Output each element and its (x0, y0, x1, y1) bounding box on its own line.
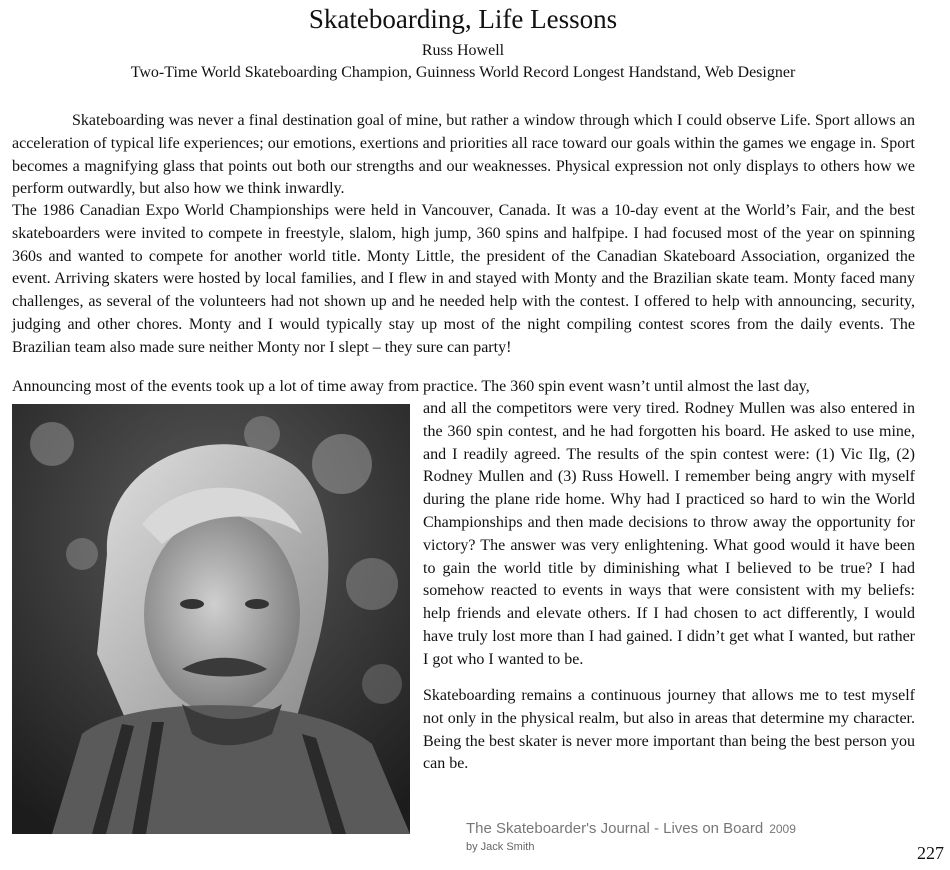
page-number: 227 (917, 843, 944, 863)
paragraph-contest-result: and all the competitors were very tired. Rodney Mullen was also entered in the 360 spin contest, and he had forgotten his board. He asked to use mine, and I readily agreed. The results of the spin contest were: (1) Vic Ilg, (2) Rodney Mullen and (3) Russ Howell. I remember being angry with myself during the plane ride home. Why had I practiced so hard to win the World Championships and then made decisions to throw away the opportunity for victory? The answer was very enlightening. What good would it have been to gain the world title by diminishing what I believed to be true? I had somehow reacted to events in ways that were consistent with my beliefs: help friends and elevate others. If I had chosen to act differently, I would have truly lost more than I had gained. I didn’t get what I wanted, but rather I got who I wanted to be. (423, 400, 915, 668)
article-title: Skateboarding, Life Lessons (308, 4, 618, 34)
author-credentials: Two-Time World Skateboarding Champion, Guinness World Record Longest Handstand, Web Designer (130, 64, 796, 81)
journal-title: The Skateboarder's Journal - Lives on Board (466, 820, 764, 837)
author-name: Russ Howell (421, 42, 505, 59)
journal-byline: by Jack Smith (466, 841, 535, 853)
paragraph-intro: Skateboarding was never a final destination goal of mine, but rather a window through which I could observe Life. Sport allows an acceleration of typical life experiences; our emotions, exertions and priorities all race toward our goals within the games we engage in. Sport becomes a magnifying glass that points out both our strengths and our weaknesses. Physical expression not only displays to others how we perform outwardly, but also how we think inwardly. (12, 112, 915, 198)
paragraph-announcing: Announcing most of the events took up a lot of time away from practice. The 360 spin event wasn’t until almost the last day, (12, 378, 810, 395)
journal-year: 2009 (769, 822, 796, 836)
paragraph-conclusion: Skateboarding remains a continuous journey that allows me to test myself not only in the physical realm, but also in areas that determine my character. Being the best skater is never more important than being the best person you can be. (423, 687, 915, 773)
author-portrait-photo (12, 404, 410, 834)
paragraph-expo: The 1986 Canadian Expo World Championships were held in Vancouver, Canada. It was a 10-day event at the World’s Fair, and the best skateboarders were invited to compete in freestyle, slalom, high jump, 360 spins and halfpipe. I had focused most of the year on spinning 360s and wanted to compete for another world title. Monty Little, the president of the Canadian Skateboard Association, organized the event. Arriving skaters were hosted by local families, and I flew in and stayed with Monty and the Brazilian skate team. Monty faced many challenges, as several of the volunteers had not shown up and he needed help with the contest. I offered to help with announcing, security, judging and other chores. Monty and I would typically stay up most of the night compiling contest scores from the daily events. The Brazilian team also made sure neither Monty nor I slept – they sure can party! (12, 202, 915, 356)
journal-credit (466, 820, 796, 837)
